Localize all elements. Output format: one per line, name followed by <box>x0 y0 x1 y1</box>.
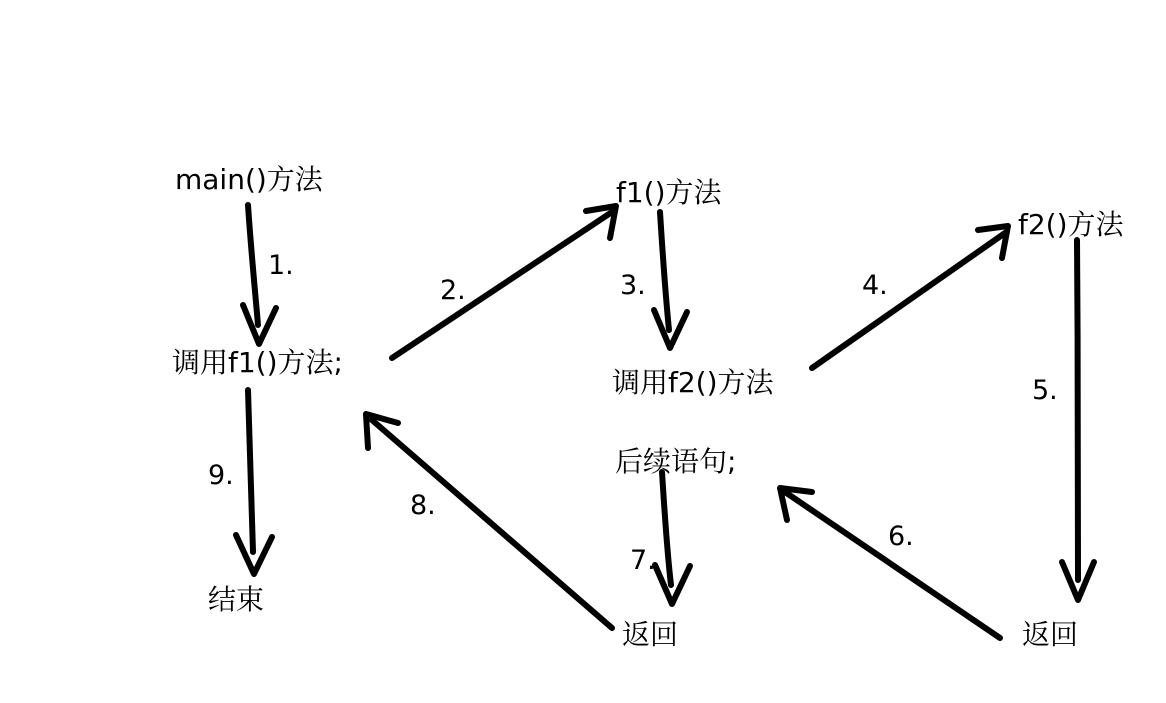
node-return-f1: 返回 <box>622 618 679 651</box>
arrow-4 <box>812 226 1008 368</box>
step-label-7: 7. <box>630 545 656 576</box>
step-label-8: 8. <box>410 490 436 521</box>
node-f1: f1()方法 <box>616 176 722 209</box>
node-f2: f2()方法 <box>1018 208 1124 241</box>
step-label-9: 9. <box>208 460 234 491</box>
arrow-6 <box>780 488 1000 638</box>
node-call-f1: 调用f1()方法; <box>172 346 343 379</box>
arrow-8 <box>366 414 612 628</box>
node-return-f2: 返回 <box>1022 618 1079 651</box>
arrow-9 <box>236 390 272 574</box>
arrow-3 <box>654 212 687 348</box>
step-label-2: 2. <box>440 275 466 306</box>
arrow-2 <box>392 206 616 358</box>
node-main: main()方法 <box>175 163 323 196</box>
step-label-1: 1. <box>268 250 294 281</box>
node-end: 结束 <box>208 583 265 616</box>
step-label-5: 5. <box>1032 375 1058 406</box>
step-label-6: 6. <box>888 521 914 552</box>
arrow-5 <box>1062 240 1094 600</box>
step-label-3: 3. <box>620 270 646 301</box>
node-after-statement: 后续语句; <box>615 445 737 478</box>
step-label-4: 4. <box>862 270 888 301</box>
arrow-7 <box>655 472 690 604</box>
node-call-f2: 调用f2()方法 <box>612 366 774 399</box>
